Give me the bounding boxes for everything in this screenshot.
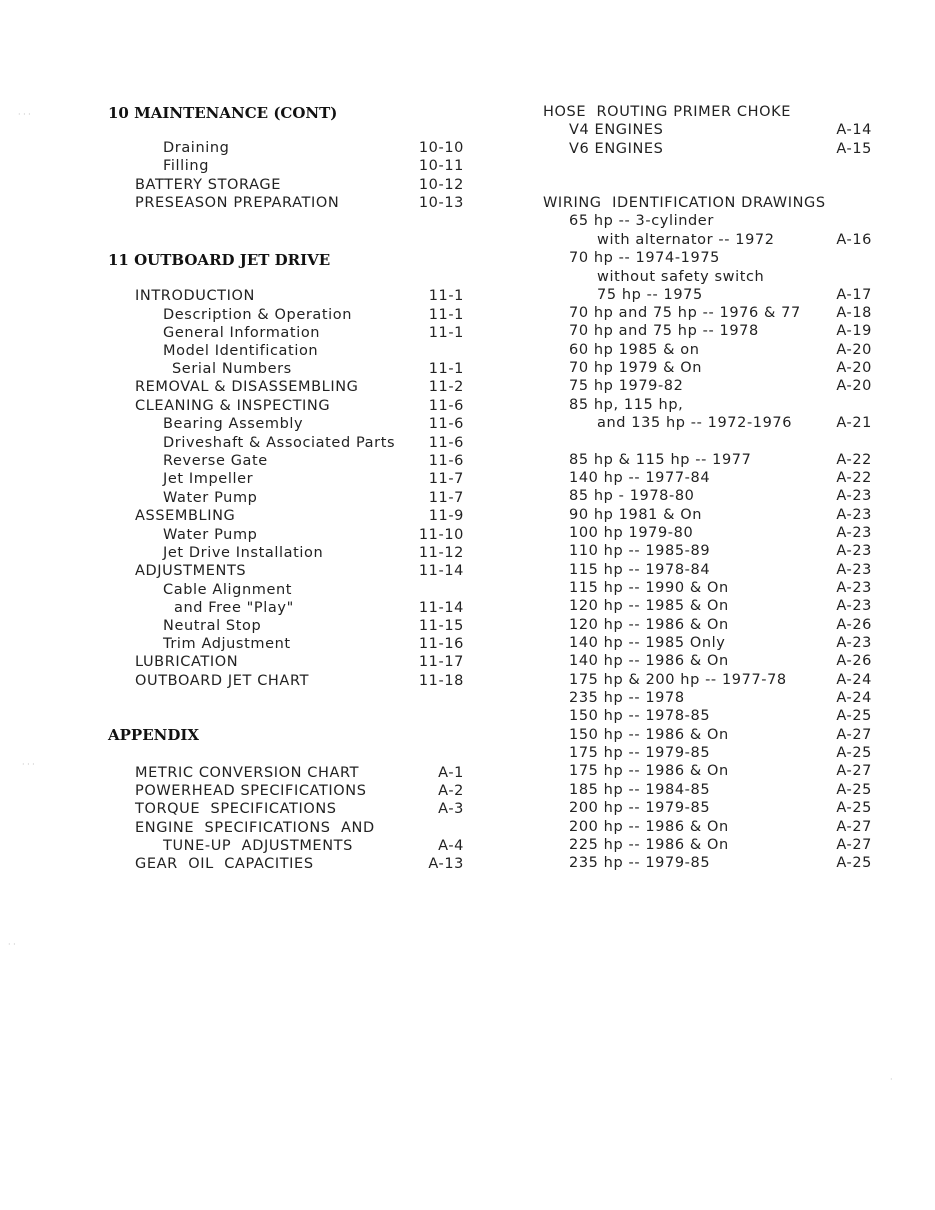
toc-entry-page: 11-1 [428,325,464,341]
toc-entry-page: A-24 [836,672,872,688]
toc-entry-page: 11-1 [428,288,464,304]
toc-entry-label: TUNE-UP ADJUSTMENTS [163,838,353,854]
toc-entry-page: A-27 [836,819,872,835]
toc-entry-page: A-25 [836,782,872,798]
toc-entry-page: A-26 [836,653,872,669]
toc-entry-label: 200 hp -- 1979-85 [569,800,711,816]
toc-entry-page: 11-7 [428,490,464,506]
toc-entry-page: A-23 [836,488,872,504]
toc-entry-label: 175 hp -- 1979-85 [569,745,711,761]
toc-entry-page: A-17 [836,287,872,303]
toc-entry-page: A-23 [836,507,872,523]
toc-entry-label: V6 ENGINES [569,141,664,157]
toc-entry-label: 85 hp & 115 hp -- 1977 [569,452,752,468]
toc-entry-label: LUBRICATION [135,654,239,670]
toc-entry-page: A-24 [836,690,872,706]
section-heading-outboard-jet-drive: 11 OUTBOARD JET DRIVE [108,251,331,269]
toc-entry-label: 65 hp -- 3-cylinder [569,213,714,229]
toc-entry-page: A-27 [836,837,872,853]
toc-entry-page: A-18 [836,305,872,321]
toc-entry-page: A-19 [836,323,872,339]
toc-entry-label: Draining [163,140,230,156]
scan-speck: · [890,1075,893,1084]
scan-speck: · · [8,940,16,949]
toc-entry-label: 175 hp & 200 hp -- 1977-78 [569,672,787,688]
toc-entry-page: 11-6 [428,435,464,451]
toc-entry-label: Model Identification [163,343,319,359]
toc-entry-page: A-20 [836,342,872,358]
toc-entry-page: A-25 [836,708,872,724]
toc-entry-label: CLEANING & INSPECTING [135,398,331,414]
toc-entry-label: 140 hp -- 1977-84 [569,470,711,486]
toc-entry-label: 175 hp -- 1986 & On [569,763,729,779]
toc-entry-label: 100 hp 1979-80 [569,525,694,541]
toc-entry-label: GEAR OIL CAPACITIES [135,856,314,872]
toc-entry-page: A-25 [836,745,872,761]
toc-entry-label: and 135 hp -- 1972-1976 [597,415,793,431]
scan-speck: · · · [22,760,35,769]
toc-entry-label: Description & Operation [163,307,353,323]
toc-entry-page: A-15 [836,141,872,157]
toc-entry-label: OUTBOARD JET CHART [135,673,310,689]
section-heading-maintenance: 10 MAINTENANCE (CONT) [108,104,338,122]
toc-entry-page: A-23 [836,635,872,651]
toc-entry-label: 140 hp -- 1985 Only [569,635,726,651]
toc-entry-label: ASSEMBLING [135,508,236,524]
toc-entry-page: 11-18 [418,673,464,689]
toc-entry-label: Jet Drive Installation [163,545,324,561]
toc-entry-label: 115 hp -- 1990 & On [569,580,729,596]
toc-entry-page: 11-14 [418,563,464,579]
toc-entry-label: 185 hp -- 1984-85 [569,782,711,798]
toc-entry-label: PRESEASON PREPARATION [135,195,340,211]
toc-entry-label: 75 hp 1979-82 [569,378,684,394]
toc-entry-label: Bearing Assembly [163,416,304,432]
toc-entry-label: 235 hp -- 1978 [569,690,685,706]
section-heading-appendix: APPENDIX [108,726,200,744]
toc-entry-label: Driveshaft & Associated Parts [163,435,396,451]
toc-entry-page: 10-12 [418,177,464,193]
toc-entry-label: 120 hp -- 1986 & On [569,617,729,633]
toc-entry-page: A-22 [836,452,872,468]
toc-entry-label: without safety switch [597,269,765,285]
toc-entry-label: POWERHEAD SPECIFICATIONS [135,783,367,799]
toc-entry-page: A-3 [438,801,464,817]
toc-entry-page: A-21 [836,415,872,431]
toc-entry-page: A-13 [428,856,464,872]
toc-entry-page: A-2 [438,783,464,799]
toc-entry-page: 11-7 [428,471,464,487]
toc-entry-page: 11-6 [428,416,464,432]
toc-entry-page: 11-1 [428,361,464,377]
toc-entry-label: Cable Alignment [163,582,293,598]
toc-entry-page: A-25 [836,855,872,871]
toc-entry-page: 11-14 [418,600,464,616]
toc-entry-label: BATTERY STORAGE [135,177,281,193]
toc-entry-label: Reverse Gate [163,453,268,469]
toc-entry-page: A-27 [836,727,872,743]
toc-entry-page: A-25 [836,800,872,816]
toc-entry-page: A-20 [836,378,872,394]
toc-entry-label: INTRODUCTION [135,288,255,304]
toc-entry-page: 11-9 [428,508,464,524]
toc-entry-page: 11-1 [428,307,464,323]
toc-entry-page: A-4 [438,838,464,854]
section-heading-hose-routing: HOSE ROUTING PRIMER CHOKE [543,104,791,120]
toc-entry-page: 10-13 [418,195,464,211]
toc-entry-label: TORQUE SPECIFICATIONS [135,801,337,817]
toc-entry-page: A-22 [836,470,872,486]
toc-entry-label: with alternator -- 1972 [597,232,775,248]
toc-entry-label: Filling [163,158,209,174]
toc-entry-page: A-26 [836,617,872,633]
toc-entry-label: Water Pump [163,527,258,543]
section-heading-wiring: WIRING IDENTIFICATION DRAWINGS [543,195,826,211]
toc-entry-page: 11-10 [418,527,464,543]
toc-entry-page: 11-6 [428,398,464,414]
toc-entry-label: 85 hp, 115 hp, [569,397,684,413]
toc-entry-page: A-1 [438,765,464,781]
toc-entry-page: A-16 [836,232,872,248]
toc-entry-label: METRIC CONVERSION CHART [135,765,360,781]
toc-entry-page: 11-16 [418,636,464,652]
toc-entry-page: A-23 [836,562,872,578]
toc-entry-label: and Free "Play" [174,600,294,616]
toc-entry-label: Serial Numbers [172,361,292,377]
toc-entry-label: ENGINE SPECIFICATIONS AND [135,820,375,836]
toc-entry-page: 11-2 [428,379,464,395]
toc-entry-label: 140 hp -- 1986 & On [569,653,729,669]
toc-entry-page: A-27 [836,763,872,779]
toc-entry-label: 75 hp -- 1975 [597,287,703,303]
toc-entry-page: A-23 [836,525,872,541]
toc-entry-label: 110 hp -- 1985-89 [569,543,711,559]
toc-entry-label: General Information [163,325,321,341]
toc-entry-label: 70 hp 1979 & On [569,360,703,376]
toc-entry-label: 120 hp -- 1985 & On [569,598,729,614]
toc-entry-label: Jet Impeller [163,471,254,487]
toc-entry-page: A-23 [836,598,872,614]
toc-entry-label: 70 hp and 75 hp -- 1976 & 77 [569,305,801,321]
toc-entry-page: 10-10 [418,140,464,156]
toc-entry-page: 11-17 [418,654,464,670]
toc-entry-label: Trim Adjustment [163,636,291,652]
toc-entry-page: A-20 [836,360,872,376]
toc-entry-page: A-23 [836,543,872,559]
toc-entry-label: 225 hp -- 1986 & On [569,837,729,853]
toc-entry-label: 60 hp 1985 & on [569,342,700,358]
toc-entry-page: 11-12 [418,545,464,561]
toc-entry-label: Water Pump [163,490,258,506]
toc-entry-label: 90 hp 1981 & On [569,507,703,523]
toc-entry-page: 10-11 [418,158,464,174]
toc-entry-page: A-23 [836,580,872,596]
toc-entry-label: 235 hp -- 1979-85 [569,855,711,871]
toc-entry-label: 70 hp and 75 hp -- 1978 [569,323,759,339]
toc-entry-label: 115 hp -- 1978-84 [569,562,711,578]
toc-entry-label: 150 hp -- 1978-85 [569,708,711,724]
toc-entry-label: 150 hp -- 1986 & On [569,727,729,743]
toc-entry-label: Neutral Stop [163,618,262,634]
toc-entry-label: REMOVAL & DISASSEMBLING [135,379,359,395]
toc-entry-label: V4 ENGINES [569,122,664,138]
toc-entry-page: A-14 [836,122,872,138]
toc-entry-label: 70 hp -- 1974-1975 [569,250,720,266]
toc-entry-label: ADJUSTMENTS [135,563,247,579]
toc-entry-page: 11-6 [428,453,464,469]
toc-entry-label: 200 hp -- 1986 & On [569,819,729,835]
scan-speck: · · · [18,110,31,119]
toc-entry-label: 85 hp - 1978-80 [569,488,695,504]
toc-entry-page: 11-15 [418,618,464,634]
